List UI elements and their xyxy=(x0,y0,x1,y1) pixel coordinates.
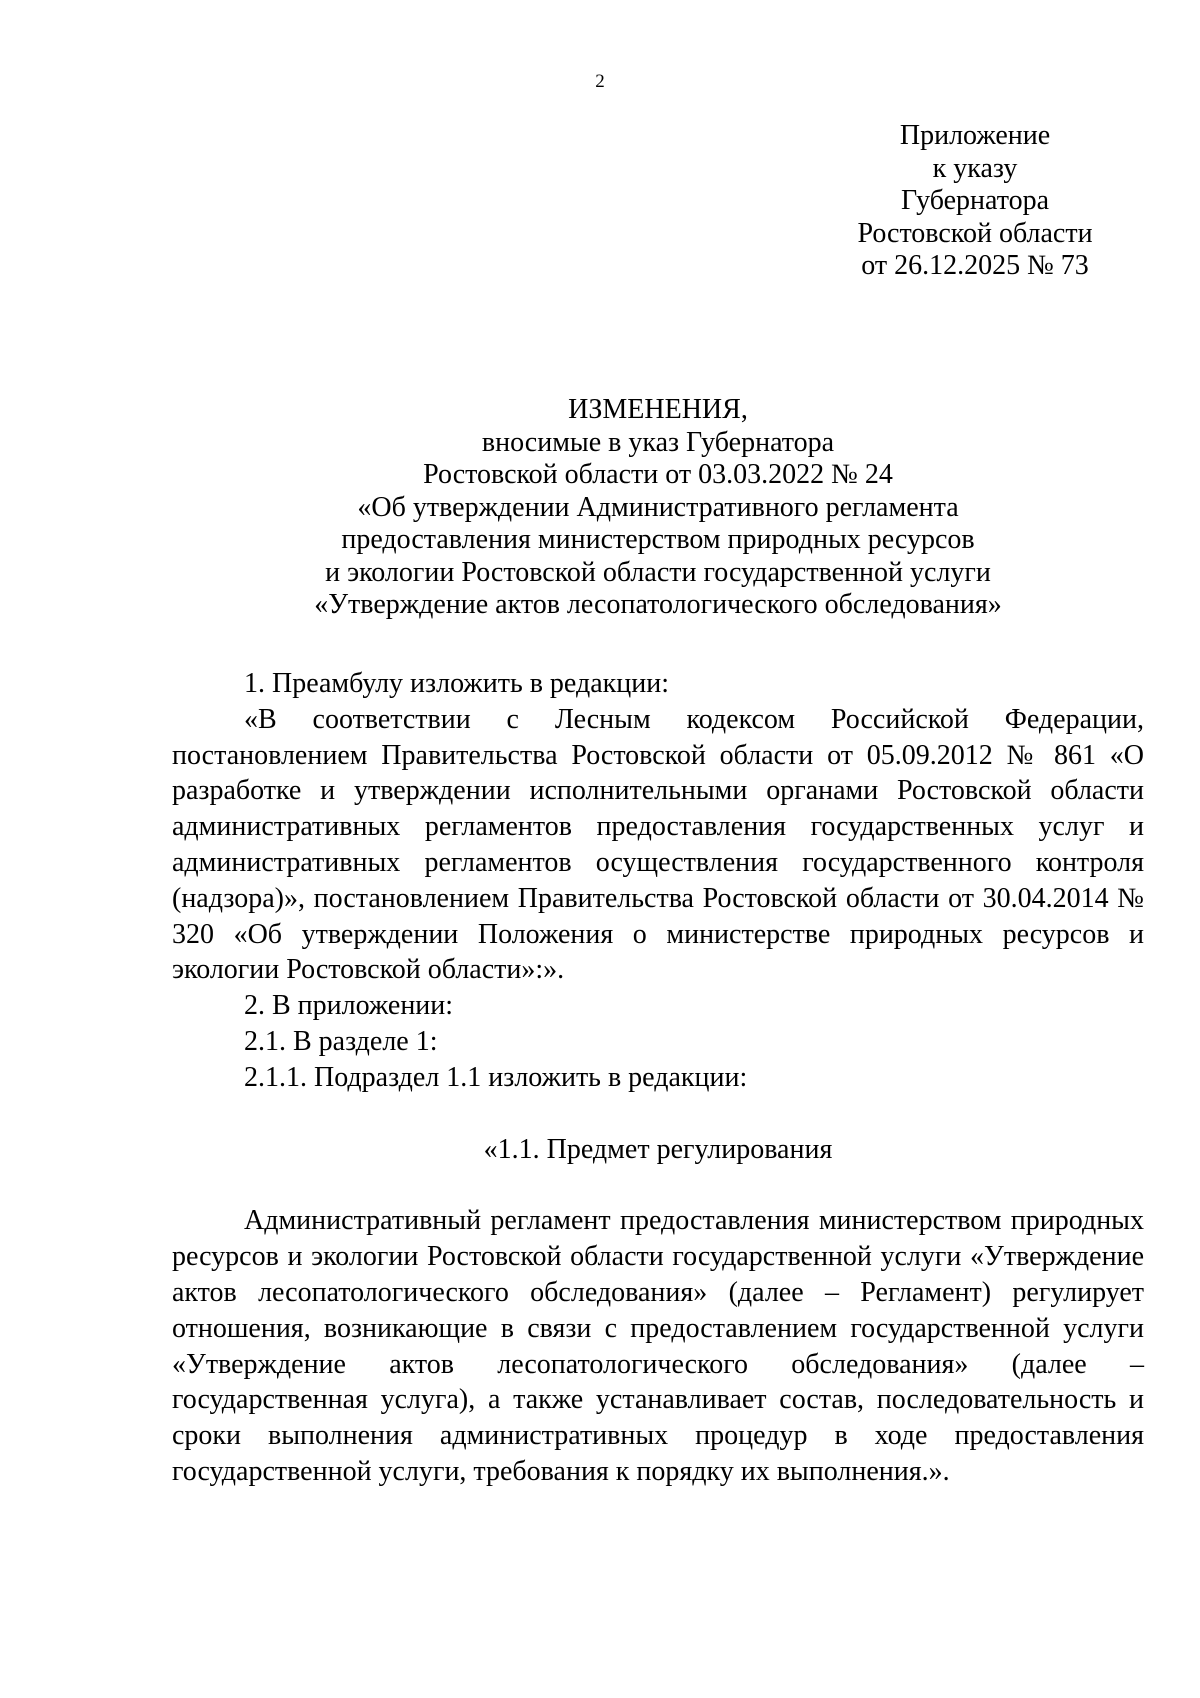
appendix-line: от 26.12.2025 № 73 xyxy=(861,250,1089,281)
title-heading: ИЗМЕНЕНИЯ, xyxy=(568,394,748,425)
subsection-title: «1.1. Предмет регулирования xyxy=(483,1133,833,1165)
title-line: вносимые в указ Губернатора xyxy=(481,426,835,458)
title-line: и экологии Ростовской области государственной услуги xyxy=(325,556,991,588)
title-line: «Утверждение актов лесопатологического обследования» xyxy=(314,589,1002,620)
preamble-text: «В соответствии с Лесным кодексом Российской Федерации, постановлением Правительства Ростовской области от 05.09.2012 № 861 «О разработке и утверждении исполнительными органами Ростовской области административных регламентов предоставления государственных услуг и административных регламентов осуществления государственного контроля (надзора)», постановлением Правительства Ростовской области от 30.04.2014 № 320 «Об утверждении Положения о министерстве природных ресурсов и экологии Ростовской области»:». xyxy=(172,703,1144,986)
appendix-line: к указу xyxy=(932,152,1018,184)
appendix-line: Приложение xyxy=(899,120,1051,151)
item-2-1-1: 2.1.1. Подраздел 1.1 изложить в редакции: xyxy=(244,1061,748,1093)
title-line: «Об утверждении Административного регламента xyxy=(357,491,959,523)
title-line: предоставления министерством природных ресурсов xyxy=(341,524,975,555)
document-title xyxy=(172,394,1144,622)
document-body xyxy=(172,666,1144,1490)
subsection-text: Административный регламент предоставления министерством природных ресурсов и экологии Ростовской области государственной услуги «Утверждение актов лесопатологического обследования» (далее – Регламент) регулирует отношения, возникающие в связи с предоставлением государственной услуги «Утверждение актов лесопатологического обследования» (далее – государственная услуга), а также устанавливает состав, последовательность и сроки выполнения административных процедур в ходе предоставления государственной услуги, требования к порядку их выполнения.». xyxy=(172,1205,1144,1487)
item-1: 1. Преамбулу изложить в редакции: xyxy=(244,668,670,699)
page-number: 2 xyxy=(595,71,605,92)
appendix-line: Губернатора xyxy=(900,185,1050,216)
title-line: Ростовской области от 03.03.2022 № 24 xyxy=(423,459,893,490)
appendix-header xyxy=(840,120,1110,283)
item-2-1: 2.1. В разделе 1: xyxy=(244,1025,438,1057)
item-2: 2. В приложении: xyxy=(244,990,454,1022)
appendix-line: Ростовской области xyxy=(857,217,1093,249)
